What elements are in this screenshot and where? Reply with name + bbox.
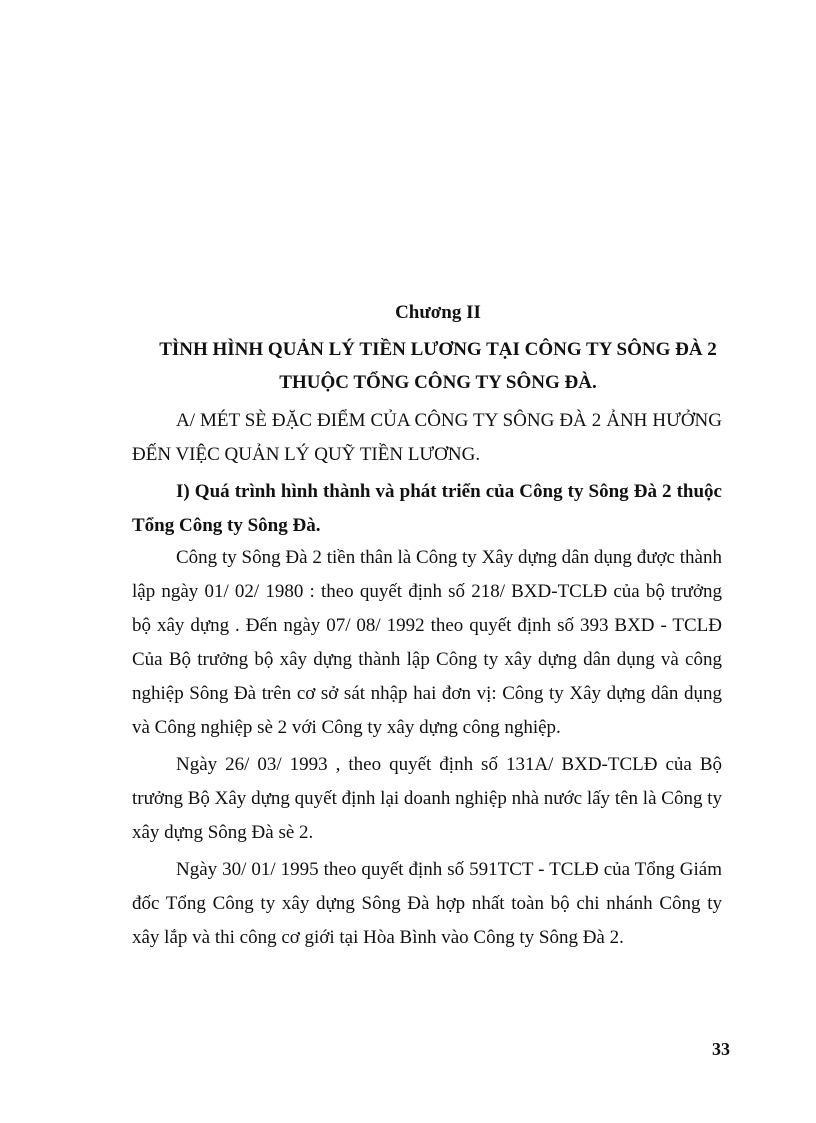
paragraph-1: Công ty Sông Đà 2 tiền thân là Công ty Xây dựng dân dụng được thành lập ngày 01/ 02/ 1980 : theo quyết định số 218/ BXD-TCLĐ của bộ trưởng bộ xây dựng . Đến ngày 07/ 08/ 1992 theo quyết định số 393 BXD - TCLĐ Của Bộ trưởng bộ xây dựng thành lập Công ty xây dựng dân dụng và công nghiệp Sông Đà trên cơ sở sát nhập hai đơn vị: Công ty Xây dựng dân dụng và Công nghiệp sè 2 với Công ty xây dựng công nghiệp. [132, 547, 722, 738]
chapter-title-line-1: TÌNH HÌNH QUẢN LÝ TIỀN LƯƠNG TẠI CÔNG TY SÔNG ĐÀ 2 [159, 339, 717, 360]
paragraph-2: Ngày 26/ 03/ 1993 , theo quyết định số 131A/ BXD-TCLĐ của Bộ trưởng Bộ Xây dựng quyết định lại doanh nghiệp nhà nước lấy tên là Công ty xây dựng Sông Đà sè 2. [132, 754, 722, 843]
section-i-heading: I) Quá trình hình thành và phát triển của Công ty Sông Đà 2 thuộc Tổng Công ty Sông Đà. [132, 481, 722, 536]
chapter-heading: Chương II [395, 302, 481, 323]
paragraph-3: Ngày 30/ 01/ 1995 theo quyết định số 591TCT - TCLĐ của Tổng Giám đốc Tổng Công ty xây dựng Sông Đà hợp nhất toàn bộ chi nhánh Công ty xây lắp và thi công cơ giới tại Hòa Bình vào Công ty Sông Đà 2. [132, 859, 722, 948]
section-a-heading: A/ MÉT SÈ ĐẶC ĐIỂM CỦA CÔNG TY SÔNG ĐÀ 2 ẢNH HƯỞNG ĐẾN VIỆC QUẢN LÝ QUỸ TIỀN LƯƠNG. [132, 410, 722, 465]
chapter-title-line-2: THUỘC TỔNG CÔNG TY SÔNG ĐÀ. [279, 372, 597, 393]
page-number: 33 [712, 1039, 730, 1059]
